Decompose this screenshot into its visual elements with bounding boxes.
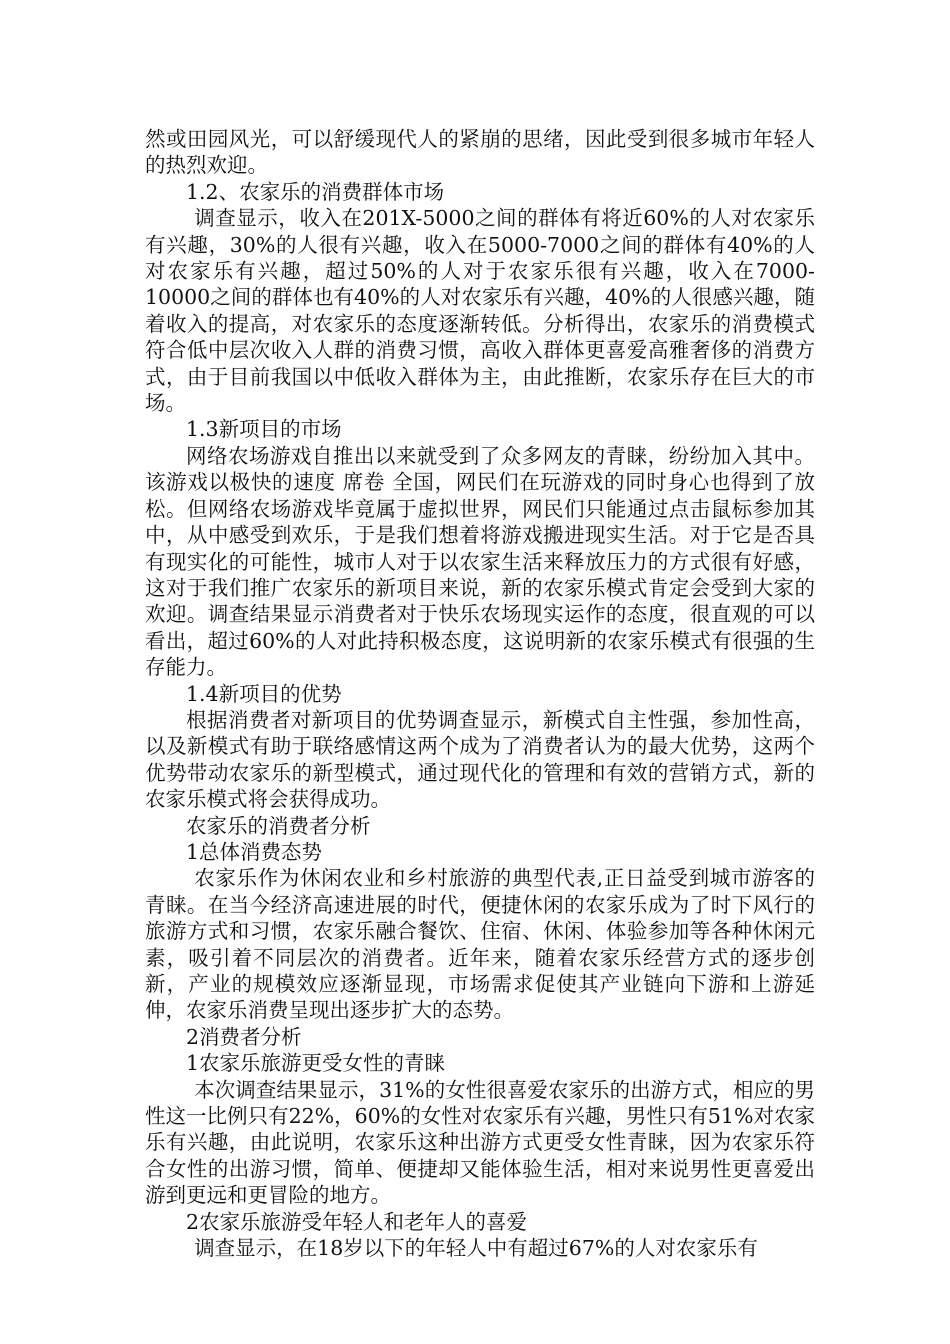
document-body bbox=[145, 126, 815, 1261]
section-heading-1-2: 1.2、农家乐的消费群体市场 bbox=[186, 179, 445, 204]
paragraph-new-project-advantages: 根据消费者对新项目的优势调查显示，新模式自主性强，参加性高，以及新模式有助于联络感情这两个成为了消费者认为的最大优势，这两个优势带动农家乐的新型模式，通过现代化的管理和有效的营销方式，新的农家乐模式将会获得成功。 bbox=[145, 707, 815, 812]
section-heading-overall-trend: 1总体消费态势 bbox=[186, 839, 323, 864]
section-heading-consumer-analysis: 农家乐的消费者分析 bbox=[186, 813, 371, 838]
paragraph-new-project-market: 网络农场游戏自推出以来就受到了众多网友的青睐，纷纷加入其中。该游戏以极快的速度 席卷 全国，网民们在玩游戏的同时身心也得到了放松。但网络农场游戏毕竟属于虚拟世界，网民们只能通过点击鼠标参加其中，从中感受到欢乐，于是我们想着将游戏搬进现实生活。对于它是否具有现实化的可能性，城市人对于以农家生活来释放压力的方式很有好感，这对于我们推广农家乐的新项目来说，新的农家乐模式肯定会受到大家的欢迎。调查结果显示消费者对于快乐农场现实运作的态度，很直观的可以看出，超过60%的人对此持积极态度，这说明新的农家乐模式有很强的生存能力。 bbox=[145, 443, 815, 680]
paragraph-consumer-groups: 调查显示，收入在201X-5000之间的群体有将近60%的人对农家乐有兴趣，30%的人很有兴趣，收入在5000-7000之间的群体有40%的人对农家乐有兴趣，超过50%的人对于农家乐很有兴趣，收入在7000-10000之间的群体也有40%的人对农家乐有兴趣，40%的人很感兴趣，随着收入的提高，对农家乐的态度逐渐转低。分析得出，农家乐的消费模式符合低中层次收入人群的消费习惯，高收入群体更喜爱高雅奢侈的消费方式，由于目前我国以中低收入群体为主，由此推断，农家乐存在巨大的市场。 bbox=[145, 206, 815, 416]
section-heading-1-4: 1.4新项目的优势 bbox=[186, 681, 342, 706]
paragraph-age-preference: 调查显示，在18岁以下的年轻人中有超过67%的人对农家乐有 bbox=[194, 1236, 758, 1261]
paragraph-female-preference: 本次调查结果显示，31%的女性很喜爱农家乐的出游方式，相应的男性这一比例只有22%，60%的女性对农家乐有兴趣，男性只有51%对农家乐有兴趣，由此说明，农家乐这种出游方式更受女性青睐，因为农家乐符合女性的出游习惯，简单、便捷却又能体验生活，相对来说男性更喜爱出游到更远和更冒险的地方。 bbox=[145, 1077, 815, 1208]
section-heading-consumer-breakdown: 2消费者分析 bbox=[186, 1024, 302, 1049]
paragraph-continuation: 然或田园风光，可以舒缓现代人的紧崩的思绪，因此受到很多城市年轻人的热烈欢迎。 bbox=[145, 127, 815, 178]
section-heading-1-3: 1.3新项目的市场 bbox=[186, 417, 342, 442]
paragraph-overall-trend: 农家乐作为休闲农业和乡村旅游的典型代表,正日益受到城市游客的青睐。在当今经济高速进展的时代，便捷休闲的农家乐成为了时下风行的旅游方式和习惯，农家乐融合餐饮、住宿、休闲、体验参加等各种休闲元素，吸引着不同层次的消费者。近年来，随着农家乐经营方式的逐步创新，产业的规模效应逐渐显现，市场需求促使其产业链向下游和上游延伸，农家乐消费呈现出逐步扩大的态势。 bbox=[145, 866, 815, 1023]
section-heading-age-preference: 2农家乐旅游受年轻人和老年人的喜爱 bbox=[186, 1209, 528, 1234]
section-heading-female-preference: 1农家乐旅游更受女性的青睐 bbox=[186, 1051, 446, 1076]
